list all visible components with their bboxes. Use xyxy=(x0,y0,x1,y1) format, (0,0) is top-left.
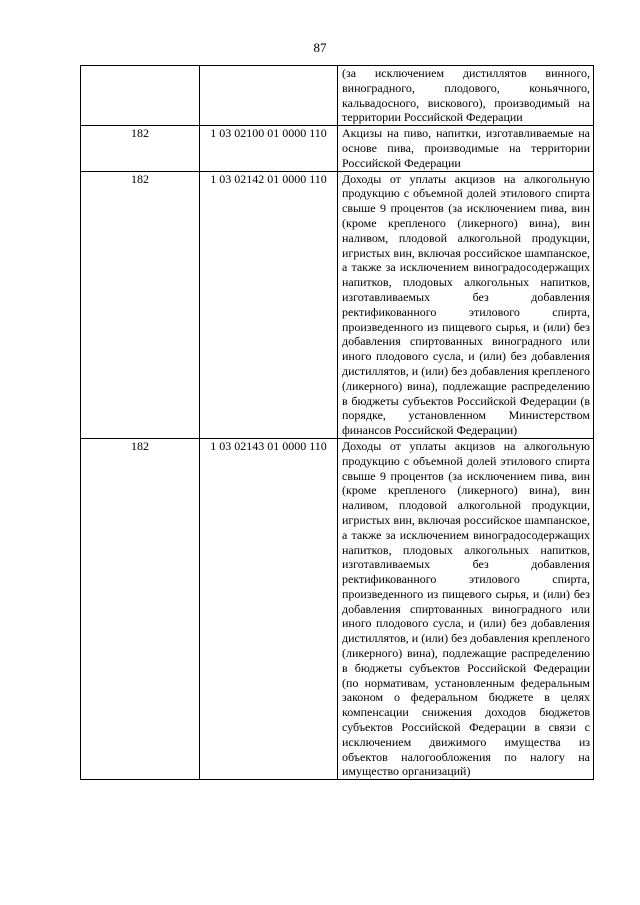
table-row xyxy=(81,438,594,779)
kbk-code-cell xyxy=(200,66,338,126)
description-text: Доходы от уплаты акцизов на алкогольную продукцию с объемной долей этилового спирта свыше 9 процентов (за исключением пива, вин (кроме крепленого (ликерного) вина), вин наливом, плодовой алкогольной продукции, игристых вин, включая российское шампанское, а также за исключением виноградосодержащих напитков, плодовых алкогольных напитков, изготавливаемых без добавления ректификованного этилового спирта, произведенного из пищевого сырья, и (или) без добавления спиртованных виноградного или иного плодового сусла, и (или) без добавления дистиллятов, и (или) без добавления крепленого (ликерного) вина), подлежащие распределению в бюджеты субъектов Российской Федерации (по нормативам, установленным федеральным законом о федеральном бюджете в целях компенсации снижения доходов бюджетов субъектов Российской Федерации в связи с исключением движимого имущества из объектов налогообложения по налогу на имущество организаций) xyxy=(342,438,590,779)
kbk-code-cell: 1 03 02100 01 0000 110 xyxy=(200,126,338,171)
description-cell xyxy=(338,171,594,438)
budget-classification-table xyxy=(80,65,594,780)
description-cell xyxy=(338,66,594,126)
description-text: Акцизы на пиво, напитки, изготавливаемые на основе пива, производимые на территории Российской Федерации xyxy=(342,126,590,170)
description-text: (за исключением дистиллятов винного, виноградного, плодового, коньячного, кальвадосного, вискового), производимый на территории Российской Федерации xyxy=(342,66,590,125)
admin-code-cell xyxy=(81,66,200,126)
kbk-code-cell: 1 03 02143 01 0000 110 xyxy=(200,438,338,779)
admin-code-cell: 182 xyxy=(81,126,200,171)
table-row xyxy=(81,126,594,171)
description-text: Доходы от уплаты акцизов на алкогольную продукцию с объемной долей этилового спирта свыше 9 процентов (за исключением пива, вин (кроме крепленого (ликерного) вина), вин наливом, плодовой алкогольной продукции, игристых вин, включая российское шампанское, а также за исключением виноградосодержащих напитков, плодовых алкогольных напитков, изготавливаемых без добавления ректификованного этилового спирта, произведенного из пищевого сырья, и (или) без добавления спиртованных виноградного или иного плодового сусла, и (или) без добавления дистиллятов, и (или) без добавления крепленого (ликерного) вина), подлежащие распределению в бюджеты субъектов Российской Федерации (в порядке, установленном Министерством финансов Российской Федерации) xyxy=(342,171,590,438)
description-cell xyxy=(338,126,594,171)
page-number: 87 xyxy=(313,40,327,55)
admin-code-cell: 182 xyxy=(81,438,200,779)
table-row xyxy=(81,171,594,438)
kbk-code-cell: 1 03 02142 01 0000 110 xyxy=(200,171,338,438)
description-cell xyxy=(338,438,594,779)
admin-code-cell: 182 xyxy=(81,171,200,438)
table-row xyxy=(81,66,594,126)
